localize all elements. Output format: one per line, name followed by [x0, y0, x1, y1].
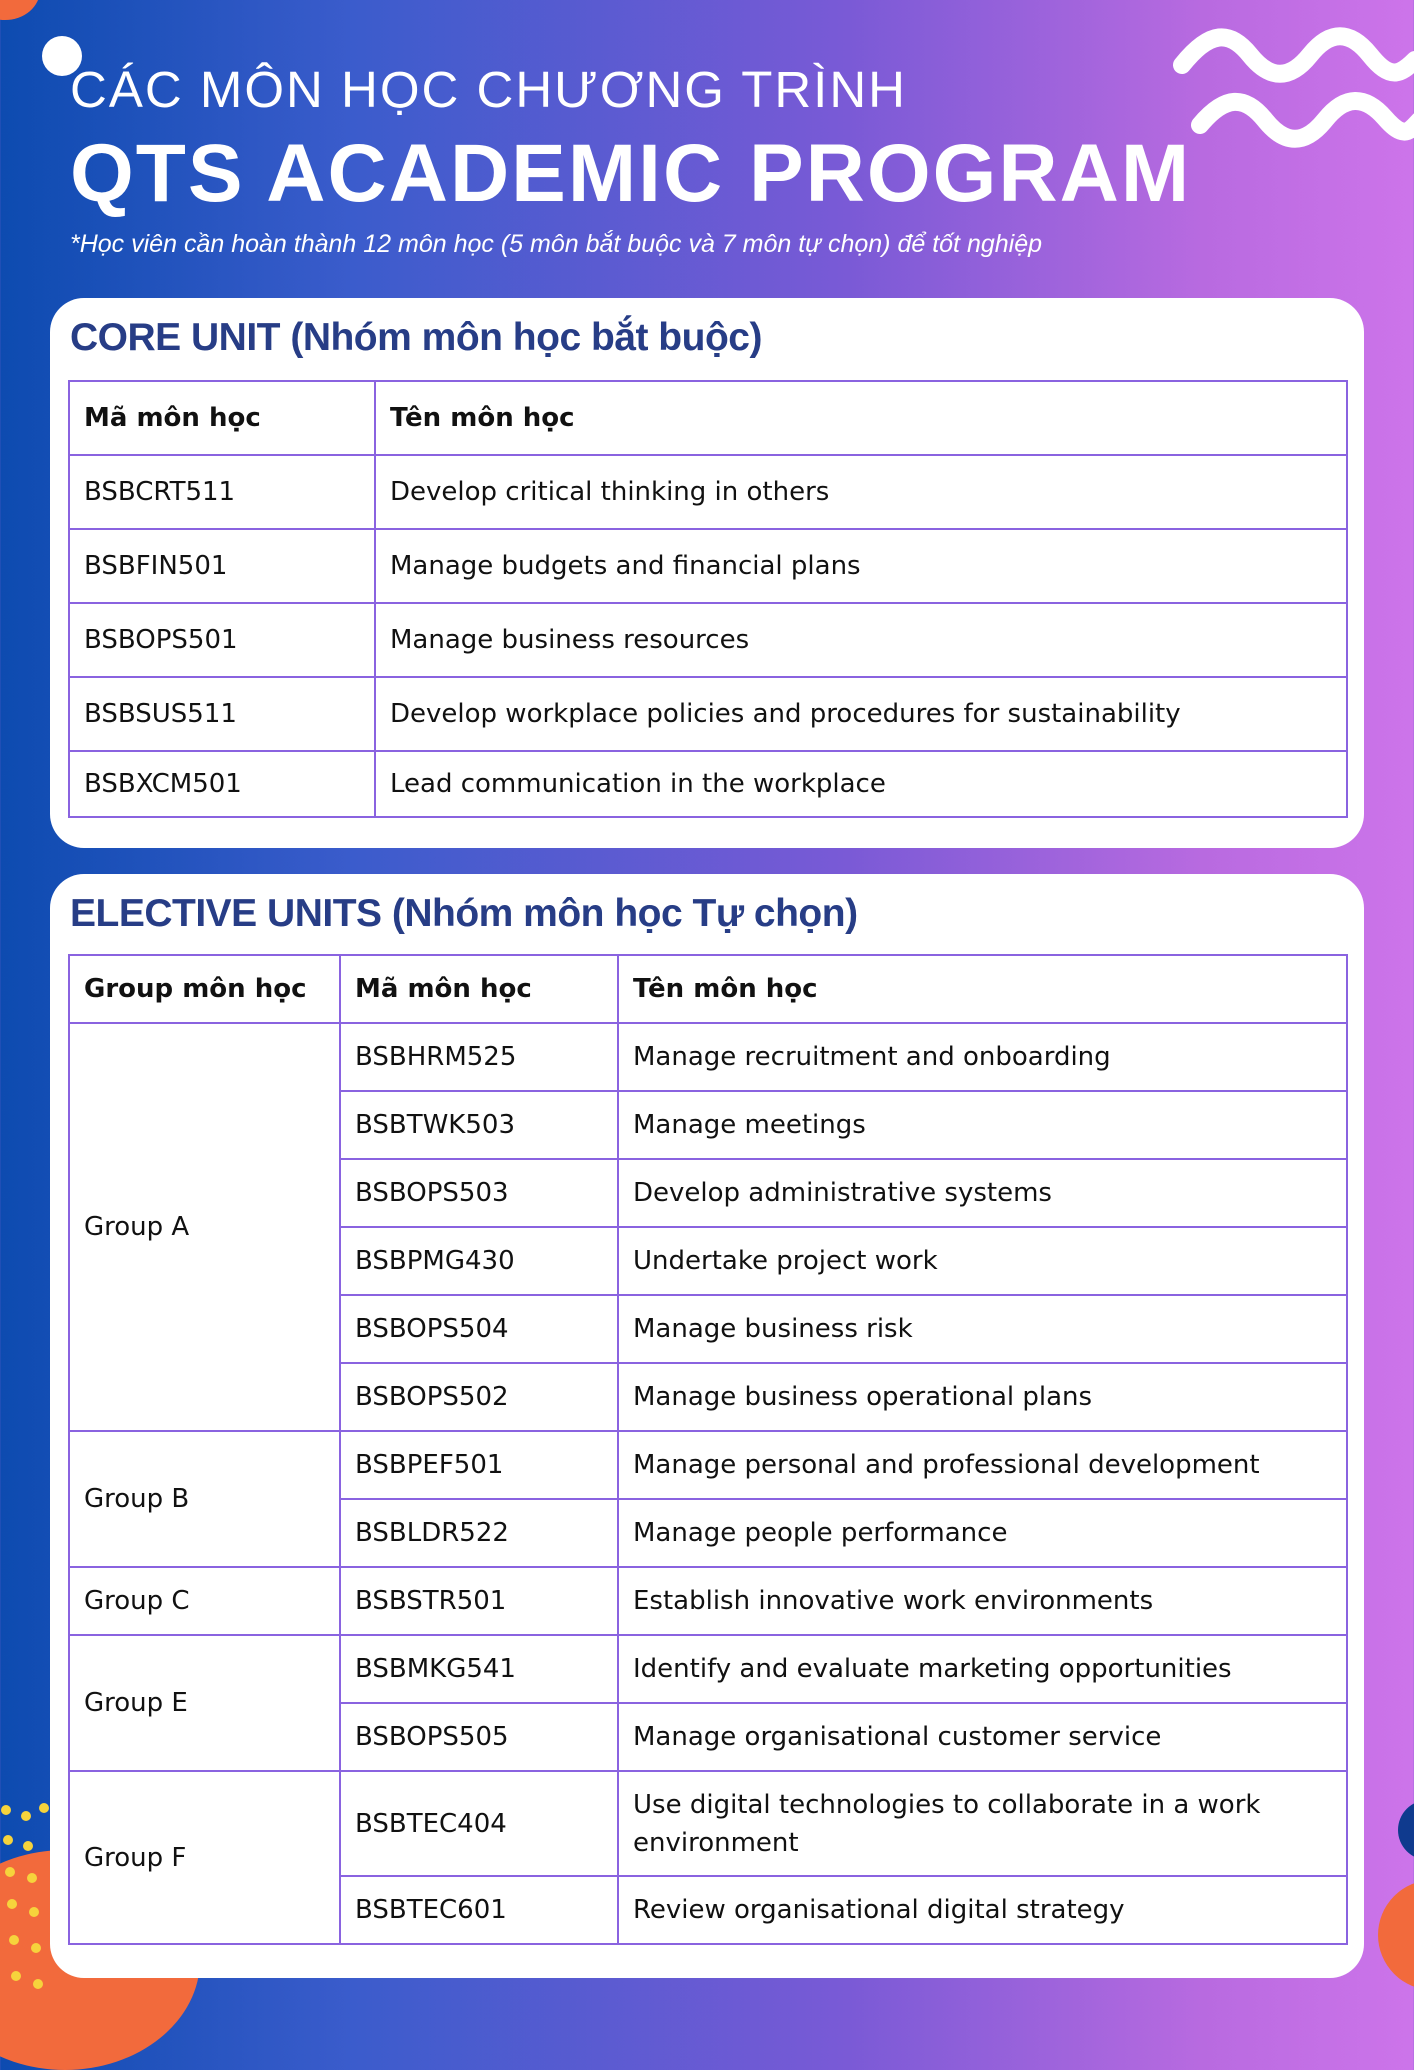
unit-code: BSBXCM501 — [69, 751, 375, 817]
unit-code: BSBTWK503 — [340, 1091, 618, 1159]
table-header-row — [69, 955, 1347, 1023]
unit-code: BSBOPS505 — [340, 1703, 618, 1771]
unit-name: Manage organisational customer service — [618, 1703, 1347, 1771]
unit-name: Use digital technologies to collaborate in a work environment — [618, 1771, 1347, 1876]
group-label: Group A — [69, 1023, 340, 1431]
unit-code: BSBTEC601 — [340, 1876, 618, 1944]
unit-name: Develop administrative systems — [618, 1159, 1347, 1227]
unit-code: BSBMKG541 — [340, 1635, 618, 1703]
table-row — [69, 1635, 1347, 1703]
table-row — [69, 455, 1347, 529]
unit-name: Develop workplace policies and procedures for sustainability — [375, 677, 1347, 751]
unit-name: Review organisational digital strategy — [618, 1876, 1347, 1944]
group-label: Group B — [69, 1431, 340, 1567]
unit-code: BSBHRM525 — [340, 1023, 618, 1091]
table-row — [69, 1431, 1347, 1499]
unit-name: Manage personal and professional development — [618, 1431, 1347, 1499]
table-row — [69, 1771, 1347, 1876]
column-header-code: Mã môn học — [69, 381, 375, 455]
unit-code: BSBFIN501 — [69, 529, 375, 603]
unit-code: BSBSUS511 — [69, 677, 375, 751]
decor-orange-blob-bottom-right — [1378, 1880, 1414, 1990]
unit-name: Develop critical thinking in others — [375, 455, 1347, 529]
unit-code: BSBPEF501 — [340, 1431, 618, 1499]
unit-name: Manage meetings — [618, 1091, 1347, 1159]
unit-name: Undertake project work — [618, 1227, 1347, 1295]
unit-code: BSBSTR501 — [340, 1567, 618, 1635]
graduation-note: *Học viên cần hoàn thành 12 môn học (5 môn bắt buộc và 7 môn tự chọn) để tốt nghiệp — [70, 230, 1043, 258]
unit-code: BSBLDR522 — [340, 1499, 618, 1567]
page-header — [70, 58, 1191, 259]
core-units-table — [68, 380, 1348, 818]
table-row — [69, 1023, 1347, 1091]
unit-code: BSBCRT511 — [69, 455, 375, 529]
decor-navy-blob-right — [1398, 1800, 1414, 1860]
unit-name: Manage business resources — [375, 603, 1347, 677]
unit-name: Lead communication in the workplace — [375, 751, 1347, 817]
unit-name: Establish innovative work environments — [618, 1567, 1347, 1635]
unit-code: BSBOPS502 — [340, 1363, 618, 1431]
core-units-card — [50, 298, 1364, 848]
table-row — [69, 751, 1347, 817]
decor-orange-blob-top — [0, 0, 40, 20]
unit-code: BSBPMG430 — [340, 1227, 618, 1295]
table-row — [69, 677, 1347, 751]
table-row — [69, 1567, 1347, 1635]
elective-units-title: ELECTIVE UNITS (Nhóm môn học Tự chọn) — [70, 892, 858, 935]
elective-units-card — [50, 874, 1364, 1978]
table-row — [69, 603, 1347, 677]
group-label: Group C — [69, 1567, 340, 1635]
unit-name: Manage people performance — [618, 1499, 1347, 1567]
table-header-row — [69, 381, 1347, 455]
unit-code: BSBOPS504 — [340, 1295, 618, 1363]
unit-code: BSBOPS501 — [69, 603, 375, 677]
decor-wave-lines — [1170, 20, 1414, 160]
unit-name: Manage budgets and financial plans — [375, 529, 1347, 603]
elective-units-table — [68, 954, 1348, 1945]
unit-code: BSBTEC404 — [340, 1771, 618, 1876]
core-units-title: CORE UNIT (Nhóm môn học bắt buộc) — [70, 316, 762, 359]
column-header-name: Tên môn học — [375, 381, 1347, 455]
table-row — [69, 529, 1347, 603]
unit-name: Manage recruitment and onboarding — [618, 1023, 1347, 1091]
unit-name: Manage business risk — [618, 1295, 1347, 1363]
group-label: Group F — [69, 1771, 340, 1944]
column-header-code: Mã môn học — [340, 955, 618, 1023]
unit-name: Manage business operational plans — [618, 1363, 1347, 1431]
page-subtitle: CÁC MÔN HỌC CHƯƠNG TRÌNH — [70, 61, 908, 118]
column-header-group: Group môn học — [69, 955, 340, 1023]
page-title: QTS ACADEMIC PROGRAM — [70, 128, 1192, 219]
unit-code: BSBOPS503 — [340, 1159, 618, 1227]
unit-name: Identify and evaluate marketing opportunities — [618, 1635, 1347, 1703]
group-label: Group E — [69, 1635, 340, 1771]
column-header-name: Tên môn học — [618, 955, 1347, 1023]
decor-yellow-dots — [0, 1800, 50, 2000]
